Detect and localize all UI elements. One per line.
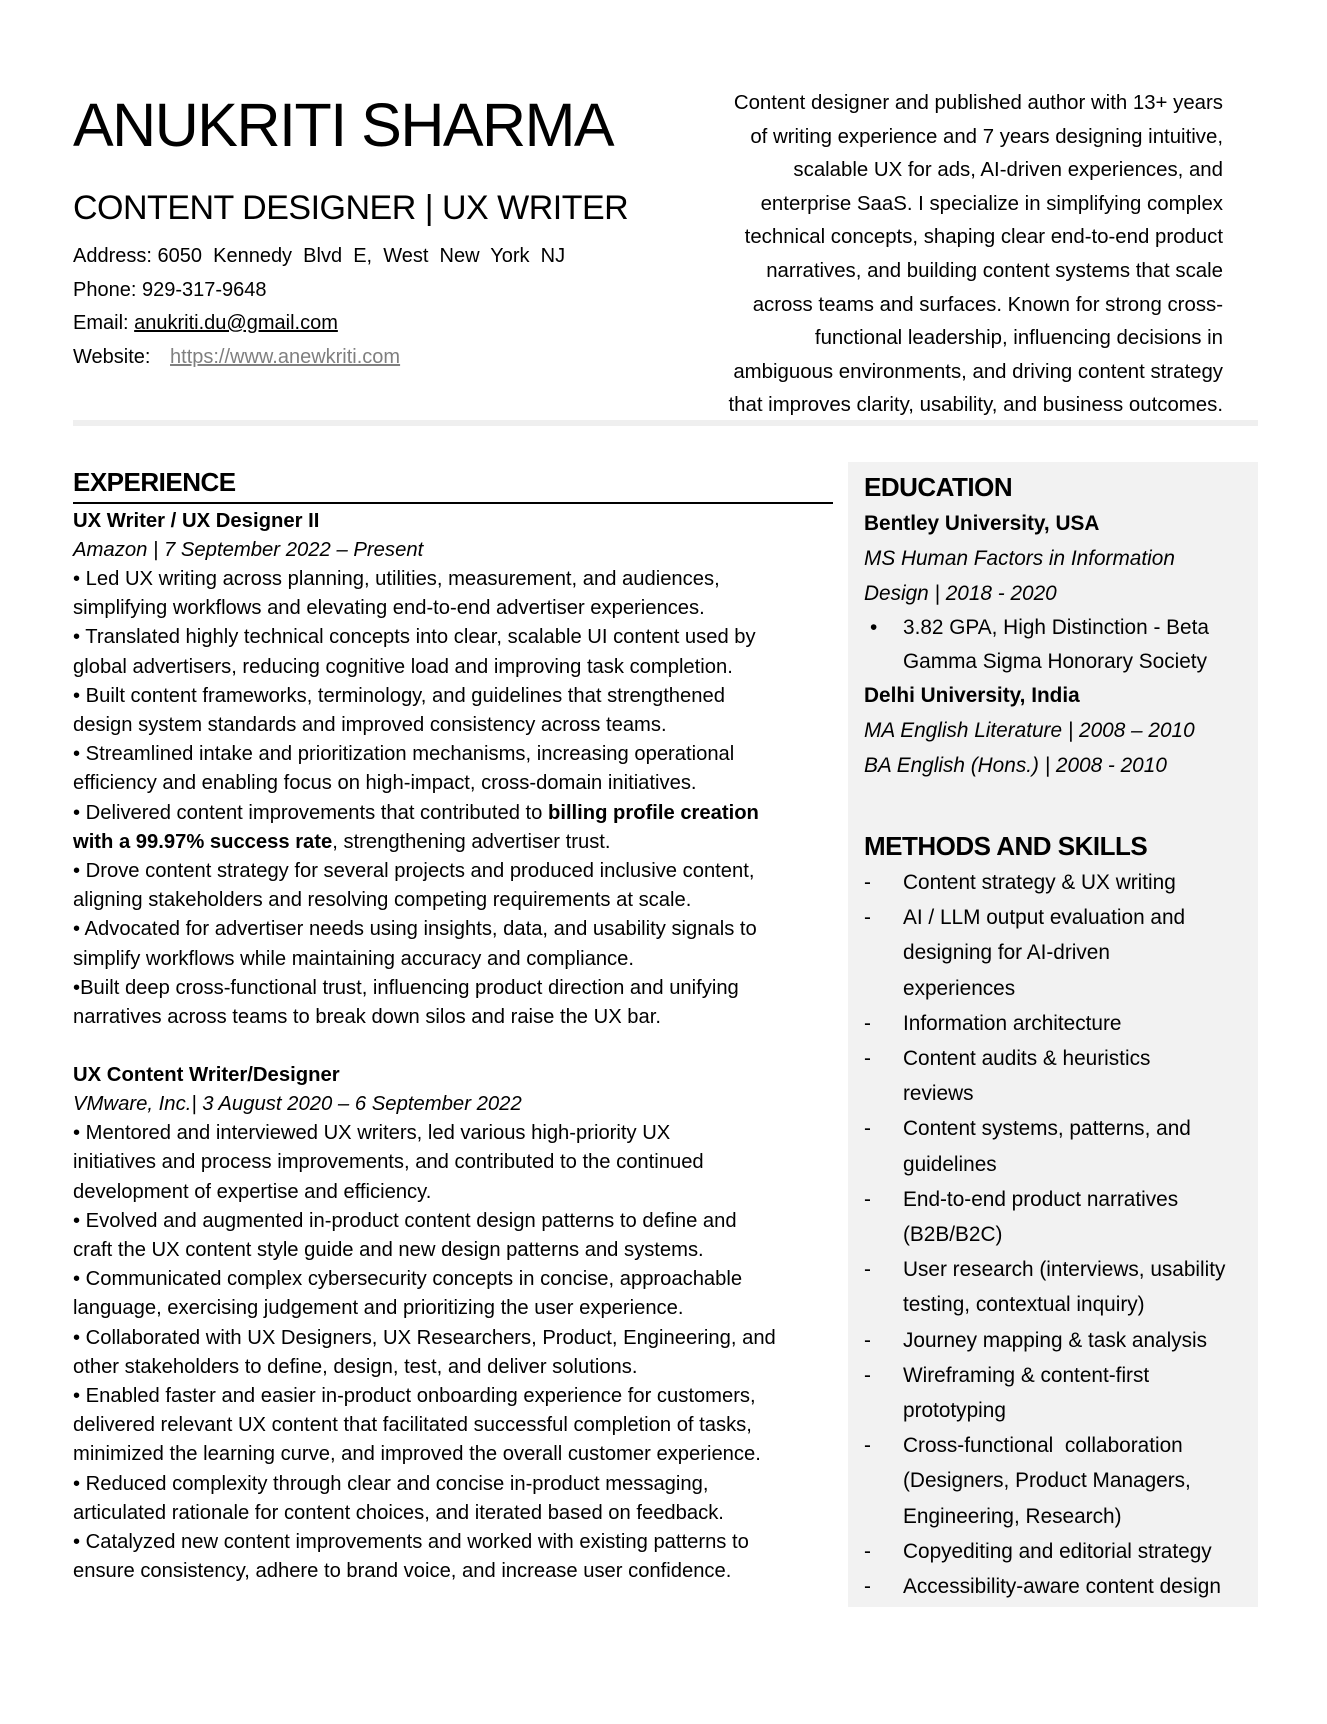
bullet-line: craft the UX content style guide and new design patterns and systems. <box>73 1239 704 1262</box>
summary-line: across teams and surfaces. Known for strong cross- <box>752 293 1223 316</box>
job-bullet <box>73 1470 833 1528</box>
skill-line: AI / LLM output evaluation and <box>903 906 1186 930</box>
bullet-line: •Built deep cross-functional trust, influencing product direction and unifying <box>73 976 739 999</box>
skill-line: Wireframing & content-first <box>903 1363 1150 1387</box>
skill-item <box>864 1428 1242 1534</box>
dash-icon: - <box>864 1363 871 1387</box>
skill-item <box>864 900 1242 1006</box>
job-bullets <box>73 1119 833 1586</box>
bullet-line: initiatives and process improvements, and contributed to the continued <box>73 1151 704 1174</box>
bullet-line: aligning stakeholders and resolving competing requirements at scale. <box>73 889 692 912</box>
job-bullet <box>73 799 833 857</box>
skill-item <box>864 1041 1242 1111</box>
bullet-line: • Built content frameworks, terminology, and guidelines that strengthened <box>73 684 725 707</box>
header-divider <box>73 420 1258 426</box>
bullet-text: , strengthening advertiser trust. <box>332 830 611 853</box>
skill-line: End-to-end product narratives <box>903 1187 1179 1211</box>
job-bullet <box>73 974 833 1032</box>
skill-line: prototyping <box>903 1399 1006 1423</box>
dash-icon: - <box>864 906 871 930</box>
skill-line: Engineering, Research) <box>903 1504 1122 1528</box>
skill-item <box>864 1252 1242 1322</box>
address-value: 6050 Kennedy Blvd E, West New York NJ <box>157 245 566 267</box>
degree: BA English (Hons.) | 2008 - 2010 <box>864 754 1167 777</box>
job-bullet <box>73 740 833 798</box>
bullet-line: • Catalyzed new content improvements and worked with existing patterns to <box>73 1531 749 1554</box>
website-row <box>73 341 565 375</box>
skill-item <box>864 865 1242 900</box>
education-heading: EDUCATION <box>864 472 1013 502</box>
skill-line: Content systems, patterns, and <box>903 1117 1191 1141</box>
bullet-line: other stakeholders to define, design, test, and deliver solutions. <box>73 1355 638 1378</box>
phone-label: Phone: <box>73 278 137 301</box>
summary-line: scalable UX for ads, AI-driven experiences, and <box>793 159 1223 182</box>
bullet-line: development of expertise and efficiency. <box>73 1180 432 1203</box>
address-label: Address: <box>73 245 152 267</box>
summary-line: that improves clarity, usability, and business outcomes. <box>728 394 1223 417</box>
skill-item <box>864 1182 1242 1252</box>
bullet-line: • Mentored and interviewed UX writers, led various high-priority UX <box>73 1122 671 1145</box>
bullet-line: minimized the learning curve, and improved the overall customer experience. <box>73 1443 761 1466</box>
skill-item <box>864 1323 1242 1358</box>
job-bullet <box>73 1382 833 1470</box>
job-meta: Amazon | 7 September 2022 – Present <box>73 539 424 561</box>
degree <box>864 541 1242 611</box>
skill-item <box>864 1358 1242 1428</box>
bullet-line: • Reduced complexity through clear and concise in-product messaging, <box>73 1472 709 1495</box>
bullet-line: • Led UX writing across planning, utilities, measurement, and audiences, <box>73 568 720 590</box>
job-bullet <box>73 1324 833 1382</box>
email-link[interactable]: anukriti.du@gmail.com <box>134 312 338 334</box>
job-vmware <box>73 1061 833 1586</box>
website-label: Website: <box>73 345 151 368</box>
contact-info <box>73 240 565 374</box>
bullet-line: delivered relevant UX content that facilitated successful completion of tasks, <box>73 1414 752 1437</box>
dash-icon: - <box>864 1539 871 1563</box>
job-bullets <box>73 565 833 1032</box>
bullet-line: narratives across teams to break down silos and raise the UX bar. <box>73 1006 661 1029</box>
job-bullet <box>73 857 833 915</box>
skill-line: Content strategy & UX writing <box>903 871 1176 894</box>
summary-line: functional leadership, influencing decisions in <box>814 327 1223 350</box>
skill-line: Journey mapping & task analysis <box>903 1328 1208 1352</box>
bullet-line <box>73 799 833 828</box>
job-title: UX Content Writer/Designer <box>73 1064 340 1087</box>
bullet-line: • Enabled faster and easier in-product onboarding experience for customers, <box>73 1385 756 1408</box>
degree: MA English Literature | 2008 – 2010 <box>864 719 1195 742</box>
bullet-icon: • <box>870 616 878 639</box>
honors-line: Gamma Sigma Honorary Society <box>903 649 1207 673</box>
summary-line: of writing experience and 7 years designing intuitive, <box>750 125 1223 148</box>
address-row <box>73 240 565 274</box>
skill-item <box>864 1111 1242 1181</box>
bullet-line: efficiency and enabling focus on high-impact, cross-domain initiatives. <box>73 772 697 795</box>
skill-line: Content audits & heuristics <box>903 1047 1151 1071</box>
candidate-name: ANUKRITI SHARMA <box>73 91 614 159</box>
skill-line: Information architecture <box>903 1011 1122 1035</box>
skill-line: (Designers, Product Managers, <box>903 1469 1191 1493</box>
email-label: Email: <box>73 312 129 334</box>
dash-icon: - <box>864 871 871 894</box>
bullet-line: ensure consistency, adhere to brand voice, and increase user confidence. <box>73 1560 732 1583</box>
bullet-line: articulated rationale for content choices, and iterated based on feedback. <box>73 1501 724 1524</box>
experience-heading: EXPERIENCE <box>73 464 833 504</box>
job-bullet <box>73 682 833 740</box>
skill-line: User research (interviews, usability <box>903 1258 1226 1282</box>
bullet-text: • Delivered content improvements that contributed to <box>73 801 548 824</box>
degree-line: MS Human Factors in Information <box>864 547 1175 570</box>
skill-line: (B2B/B2C) <box>903 1223 1003 1247</box>
job-meta: VMware, Inc.| 3 August 2020 – 6 September 2022 <box>73 1093 522 1116</box>
job-bullet <box>73 1207 833 1265</box>
summary-line: enterprise SaaS. I specialize in simplifying complex <box>760 192 1223 215</box>
school-name: Bentley University, USA <box>864 512 1100 535</box>
job-bullet <box>73 1119 833 1207</box>
bullet-line <box>73 828 833 857</box>
job-amazon <box>73 507 833 1032</box>
skill-line: Copyediting and editorial strategy <box>903 1539 1212 1563</box>
dash-icon: - <box>864 1047 871 1071</box>
email-row <box>73 307 565 341</box>
phone-value: 929-317-9648 <box>141 278 267 301</box>
bullet-line: simplifying workflows and elevating end-to-end advertiser experiences. <box>73 597 705 620</box>
skill-line: designing for AI-driven <box>903 941 1110 965</box>
bullet-line: global advertisers, reducing cognitive load and improving task completion. <box>73 655 733 678</box>
job-bullet <box>73 623 833 681</box>
website-link[interactable]: https://www.anewkriti.com <box>170 345 401 368</box>
bullet-line: • Collaborated with UX Designers, UX Researchers, Product, Engineering, and <box>73 1326 776 1349</box>
skills-heading: METHODS AND SKILLS <box>864 831 1148 861</box>
skills-list <box>864 865 1242 1604</box>
bullet-highlight: billing profile creation <box>548 801 759 824</box>
skill-line: reviews <box>903 1082 974 1106</box>
dash-icon: - <box>864 1258 871 1282</box>
bullet-line: language, exercising judgement and prioritizing the user experience. <box>73 1297 684 1320</box>
skill-line: Cross-functional collaboration <box>903 1434 1183 1458</box>
honors-line: 3.82 GPA, High Distinction - Beta <box>903 616 1209 639</box>
job-bullet <box>73 565 833 623</box>
bullet-line: • Communicated complex cybersecurity concepts in concise, approachable <box>73 1268 743 1291</box>
skill-item <box>864 1534 1242 1569</box>
summary-line: narratives, and building content systems that scale <box>766 259 1223 282</box>
job-bullet <box>73 1265 833 1323</box>
skill-line: experiences <box>903 976 1016 1000</box>
professional-summary <box>663 87 1223 423</box>
bullet-line: simplify workflows while maintaining accuracy and compliance. <box>73 947 634 970</box>
skill-line: Accessibility-aware content design <box>903 1575 1221 1599</box>
bullet-line: • Translated highly technical concepts into clear, scalable UI content used by <box>73 626 756 649</box>
skill-item <box>864 1006 1242 1041</box>
job-bullet <box>73 915 833 973</box>
summary-line: technical concepts, shaping clear end-to-end product <box>744 226 1223 249</box>
sidebar-panel <box>848 462 1258 1607</box>
candidate-title: CONTENT DESIGNER | UX WRITER <box>73 189 629 227</box>
honors-item <box>864 611 1242 678</box>
degree-line: Design | 2018 - 2020 <box>864 582 1057 605</box>
bullet-line: design system standards and improved consistency across teams. <box>73 714 667 737</box>
dash-icon: - <box>864 1328 871 1352</box>
bullet-line: • Advocated for advertiser needs using insights, data, and usability signals to <box>73 918 757 941</box>
dash-icon: - <box>864 1011 871 1035</box>
summary-line: ambiguous environments, and driving content strategy <box>733 360 1223 383</box>
school-name: Delhi University, India <box>864 684 1080 707</box>
phone-row <box>73 274 565 308</box>
dash-icon: - <box>864 1575 871 1599</box>
summary-line: Content designer and published author with 13+ years <box>733 92 1223 114</box>
dash-icon: - <box>864 1434 871 1458</box>
bullet-line: • Streamlined intake and prioritization mechanisms, increasing operational <box>73 743 735 766</box>
bullet-line: • Evolved and augmented in-product content design patterns to define and <box>73 1209 737 1232</box>
skill-item <box>864 1569 1242 1604</box>
bullet-line: • Drove content strategy for several projects and produced inclusive content, <box>73 860 755 883</box>
skill-line: guidelines <box>903 1152 997 1176</box>
dash-icon: - <box>864 1187 871 1211</box>
job-bullet <box>73 1528 833 1586</box>
bullet-highlight: with a 99.97% success rate <box>73 830 333 853</box>
skill-line: testing, contextual inquiry) <box>903 1293 1145 1317</box>
dash-icon: - <box>864 1117 871 1141</box>
job-title: UX Writer / UX Designer II <box>73 510 320 532</box>
experience-section <box>73 464 833 1587</box>
